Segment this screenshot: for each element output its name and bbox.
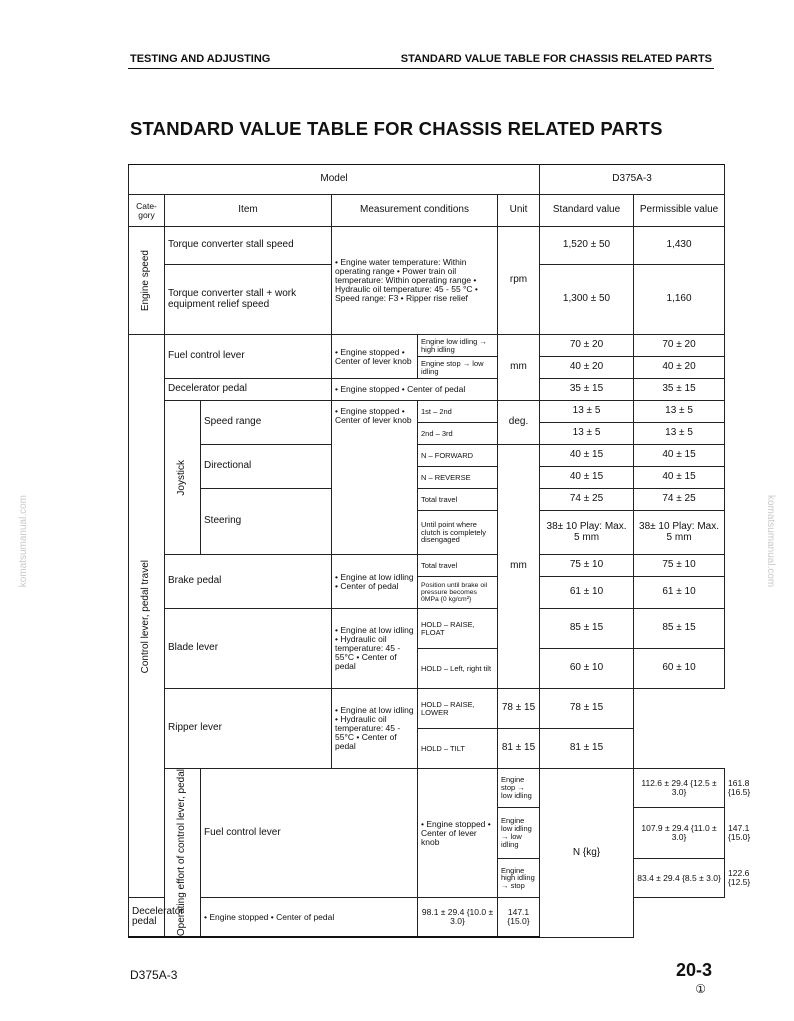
- value-standard: 78 ± 15: [498, 689, 540, 729]
- page-title: STANDARD VALUE TABLE FOR CHASSIS RELATED PARTS: [130, 118, 663, 139]
- conditions-ripper: • Engine at low idling • Hydraulic oil temperature: 45 - 55°C • Center of pedal: [332, 689, 418, 769]
- revision-mark: ①: [695, 982, 706, 996]
- sub-condition: N – REVERSE: [418, 467, 498, 489]
- sub-condition: Engine high idling → stop: [498, 859, 540, 898]
- value-permissible: 40 ± 20: [634, 357, 725, 379]
- value-permissible: 13 ± 5: [634, 401, 725, 423]
- table-row: [129, 609, 725, 649]
- table-row: Operating effort of control lever, pedal Fuel control lever • Engine stopped • Center of lever knob Engine stop → low idling N {kg} 112.6 ± 29.4 {12.5 ± 3.0} 161.8 {16.5}: [129, 769, 725, 808]
- value-permissible: 35 ± 15: [634, 379, 725, 401]
- unit-deg: deg.: [498, 401, 540, 445]
- conditions-decel-effort: • Engine stopped • Center of pedal: [201, 898, 418, 937]
- sub-condition: N – FORWARD: [418, 445, 498, 467]
- conditions-brake: • Engine at low idling • Center of pedal: [332, 555, 418, 609]
- header-divider: [128, 68, 714, 69]
- sub-condition: Engine stop → low idling: [418, 357, 498, 379]
- table-row: Engine high idling → stop 83.4 ± 29.4 {8.5 ± 3.0} 122.6 {12.5}: [129, 859, 725, 898]
- sub-condition: Total travel: [418, 489, 498, 511]
- value-standard: 60 ± 10: [540, 649, 634, 689]
- value-standard: 61 ± 10: [540, 577, 634, 609]
- table-row: [129, 165, 725, 195]
- table-row: [129, 227, 725, 265]
- sub-condition: Until point where clutch is completely disengaged: [418, 511, 498, 555]
- table-row: [129, 335, 725, 357]
- value-permissible: 78 ± 15: [540, 689, 634, 729]
- value-standard: 75 ± 10: [540, 555, 634, 577]
- value-standard: 70 ± 20: [540, 335, 634, 357]
- value-standard: 38± 10 Play: Max. 5 mm: [540, 511, 634, 555]
- table-row: [129, 898, 725, 937]
- table-row: [129, 195, 725, 227]
- value-standard: 107.9 ± 29.4 {11.0 ± 3.0}: [634, 808, 725, 859]
- table-row: [129, 555, 725, 577]
- table-row: [129, 445, 725, 467]
- item-fuel-effort: Fuel control lever: [201, 769, 418, 898]
- conditions-engine-speed: • Engine water temperature: Within operating range • Power train oil temperature: Within operating range • Hydraulic oil temperature: 45 - 55 °C • Speed range: F3 • Ripper rise relief: [332, 227, 498, 335]
- value-permissible: 40 ± 15: [634, 467, 725, 489]
- section-header: TESTING AND ADJUSTING: [130, 53, 271, 65]
- value-permissible: 1,160: [634, 265, 725, 335]
- unit-n-kg: N {kg}: [540, 769, 634, 938]
- value-standard: 81 ± 15: [498, 729, 540, 769]
- sub-condition: Total travel: [418, 555, 498, 577]
- table-row: [129, 401, 725, 423]
- value-standard: 40 ± 15: [540, 445, 634, 467]
- value-standard: 1,520 ± 50: [540, 227, 634, 265]
- footer-model: D375A-3: [130, 968, 178, 982]
- category-engine-speed: Engine speed: [129, 227, 165, 335]
- conditions-fuel-effort: • Engine stopped • Center of lever knob: [418, 769, 498, 898]
- col-header-item: Item: [165, 195, 332, 227]
- item-decel-pedal: Decelerator pedal: [165, 379, 332, 401]
- value-permissible: 147.1 {15.0}: [498, 898, 540, 937]
- watermark-right: komatsumanual.com: [765, 495, 776, 588]
- col-header-permissible: Permissible value: [634, 195, 725, 227]
- table-row: [129, 489, 725, 511]
- value-permissible: 38± 10 Play: Max. 5 mm: [634, 511, 725, 555]
- item-blade-lever: Blade lever: [165, 609, 332, 689]
- conditions-fuel-lever: • Engine stopped • Center of lever knob: [332, 335, 418, 379]
- value-standard: 83.4 ± 29.4 {8.5 ± 3.0}: [634, 859, 725, 898]
- table-row: Engine low idling → low idling 107.9 ± 29.4 {11.0 ± 3.0} 147.1 {15.0}: [129, 808, 725, 859]
- value-permissible: 74 ± 25: [634, 489, 725, 511]
- value-permissible: 1,430: [634, 227, 725, 265]
- unit-mm: mm: [498, 335, 540, 401]
- value-standard: 13 ± 5: [540, 401, 634, 423]
- page-number: 20-3: [675, 960, 712, 980]
- value-permissible: 60 ± 10: [634, 649, 725, 689]
- item-decel-effort: Decelerator pedal: [129, 898, 201, 937]
- value-standard: 1,300 ± 50: [540, 265, 634, 335]
- value-permissible: 85 ± 15: [634, 609, 725, 649]
- model-value: D375A-3: [540, 165, 725, 195]
- item-tc-stall-relief: Torque converter stall + work equipment relief speed: [165, 265, 332, 335]
- sub-condition: HOLD – RAISE, FLOAT: [418, 609, 498, 649]
- sub-condition: 1st – 2nd: [418, 401, 498, 423]
- item-directional: Directional: [201, 445, 332, 489]
- value-standard: 85 ± 15: [540, 609, 634, 649]
- conditions-blade: • Engine at low idling • Hydraulic oil temperature: 45 - 55°C • Center of pedal: [332, 609, 418, 689]
- value-standard: 40 ± 20: [540, 357, 634, 379]
- value-permissible: 81 ± 15: [540, 729, 634, 769]
- sub-condition: Position until brake oil pressure becomes 0MPa {0 kg/cm²}: [418, 577, 498, 609]
- value-standard: 98.1 ± 29.4 {10.0 ± 3.0}: [418, 898, 498, 937]
- sub-condition: Engine low idling → high idling: [418, 335, 498, 357]
- subcategory-joystick: Joystick: [165, 401, 201, 555]
- category-control-lever: Control lever, pedal travel: [129, 335, 165, 898]
- unit-rpm: rpm: [498, 227, 540, 335]
- value-standard: 74 ± 25: [540, 489, 634, 511]
- running-title: STANDARD VALUE TABLE FOR CHASSIS RELATED PARTS: [400, 53, 712, 65]
- unit-mm: mm: [498, 445, 540, 689]
- col-header-unit: Unit: [498, 195, 540, 227]
- value-permissible: 75 ± 10: [634, 555, 725, 577]
- model-label: Model: [129, 165, 540, 195]
- table-row: [129, 689, 725, 729]
- conditions-joystick: • Engine stopped • Center of lever knob: [332, 401, 418, 555]
- table-row: [129, 379, 725, 401]
- sub-condition: Engine low idling → low idling: [498, 808, 540, 859]
- item-steering: Steering: [201, 489, 332, 555]
- col-header-conditions: Measurement conditions: [332, 195, 498, 227]
- item-tc-stall: Torque converter stall speed: [165, 227, 332, 265]
- watermark-left: komatsumanual.com: [18, 495, 29, 588]
- value-standard: 35 ± 15: [540, 379, 634, 401]
- value-permissible: 61 ± 10: [634, 577, 725, 609]
- sub-condition: HOLD – Left, right tilt: [418, 649, 498, 689]
- sub-condition: HOLD – RAISE, LOWER: [418, 689, 498, 729]
- item-speed-range: Speed range: [201, 401, 332, 445]
- value-permissible: 40 ± 15: [634, 445, 725, 467]
- conditions-decel-pedal: • Engine stopped • Center of pedal: [332, 379, 498, 401]
- value-standard: 40 ± 15: [540, 467, 634, 489]
- standard-value-table: [128, 164, 751, 938]
- sub-condition: Engine stop → low idling: [498, 769, 540, 808]
- sub-condition: HOLD – TILT: [418, 729, 498, 769]
- col-header-standard: Standard value: [540, 195, 634, 227]
- category-operating-effort: Operating effort of control lever, pedal: [165, 769, 201, 938]
- item-brake-pedal: Brake pedal: [165, 555, 332, 609]
- item-ripper-lever: Ripper lever: [165, 689, 332, 769]
- col-header-category: Cate-gory: [129, 195, 165, 227]
- value-permissible: 13 ± 5: [634, 423, 725, 445]
- value-permissible: 70 ± 20: [634, 335, 725, 357]
- item-fuel-lever: Fuel control lever: [165, 335, 332, 379]
- sub-condition: 2nd – 3rd: [418, 423, 498, 445]
- value-standard: 112.6 ± 29.4 {12.5 ± 3.0}: [634, 769, 725, 808]
- value-standard: 13 ± 5: [540, 423, 634, 445]
